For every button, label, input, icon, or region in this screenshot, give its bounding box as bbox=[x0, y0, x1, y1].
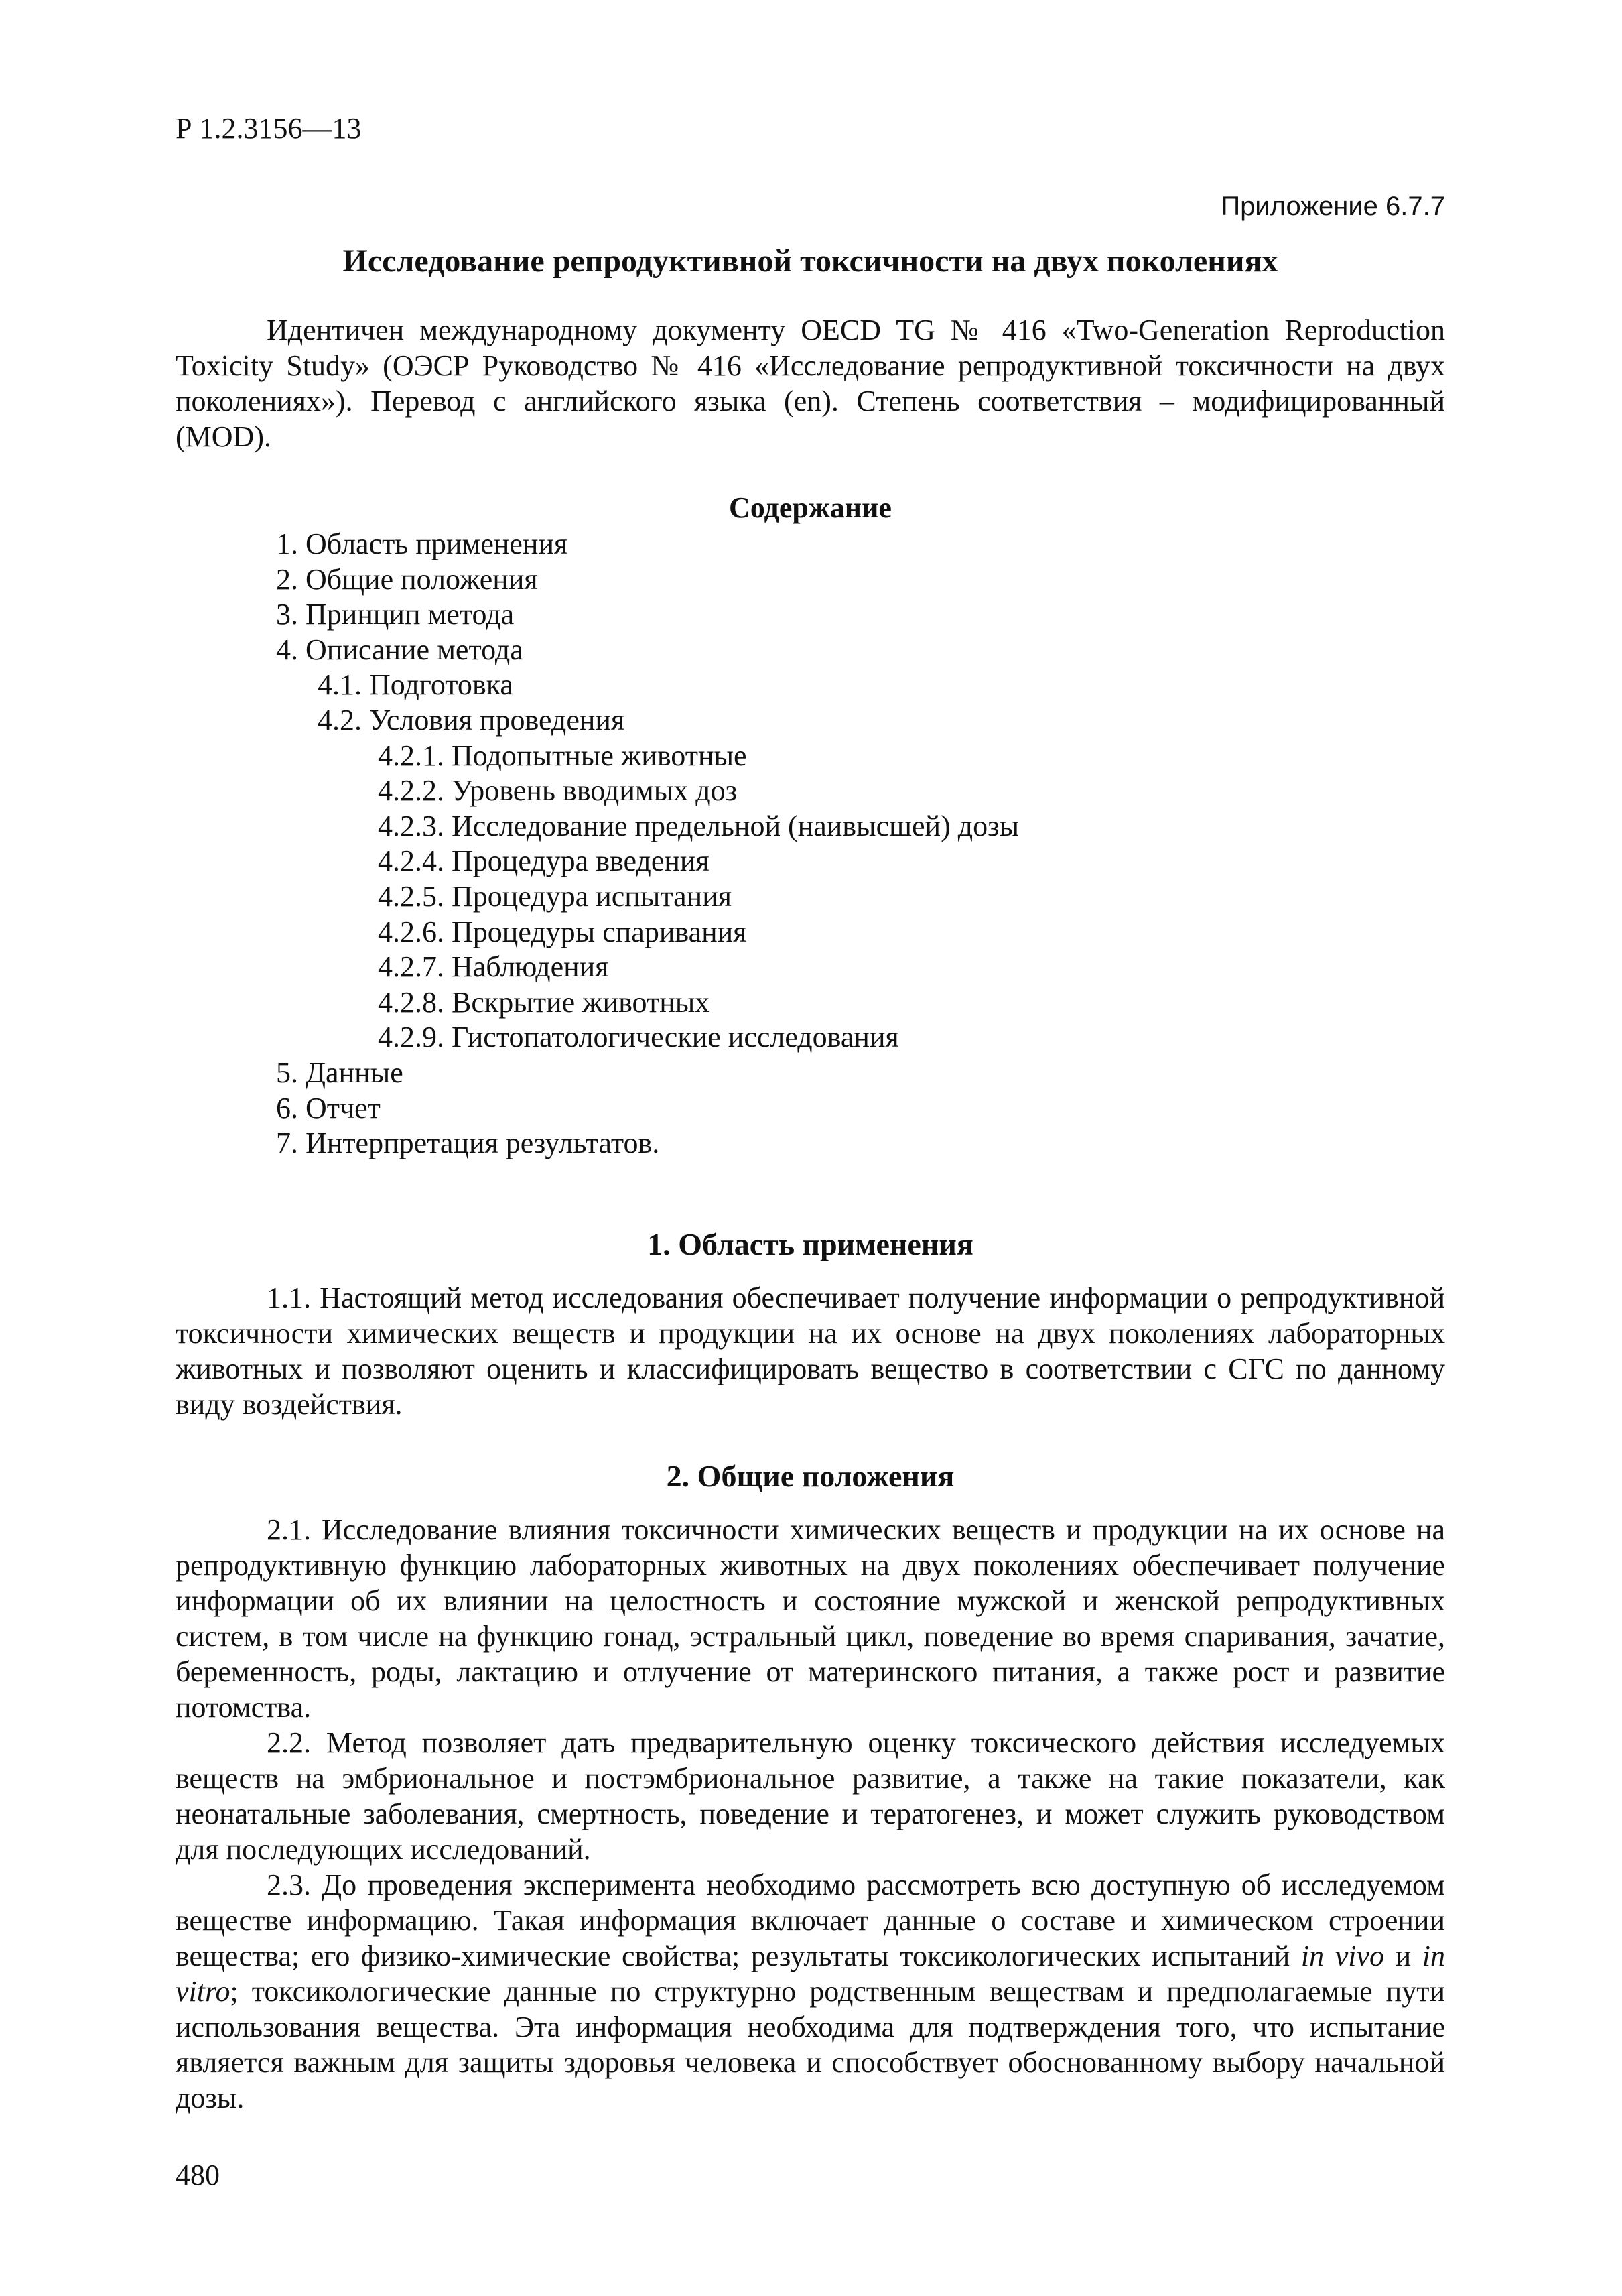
page-number: 480 bbox=[176, 2159, 220, 2191]
document-code: Р 1.2.3156—13 bbox=[176, 112, 362, 145]
appendix-label: Приложение 6.7.7 bbox=[1221, 192, 1445, 221]
paragraph-2-3-text-a: 2.3. До проведения эксперимента необходимо рассмотреть всю доступную об исследуемом веществе информацию. Такая информация включает данные о составе и химическом строении вещества; его физико-химические свойства; результаты токсикологических испытаний bbox=[176, 1868, 1445, 1972]
table-of-contents bbox=[276, 527, 1019, 1161]
in-vitro-term: in vitro bbox=[176, 1939, 1445, 2008]
intro-paragraph: Идентичен международному документу OECD TG № 416 «Two-Generation Reproduction Toxicity Study» (ОЭСР Руководство № 416 «Исследование репродуктивной токсичности на двух поколениях»). Перевод с английского языка (en). Степень соответствия – модифицированный (MOD). bbox=[176, 314, 1445, 453]
toc-item: 4.2.6. Процедуры спаривания bbox=[378, 915, 747, 948]
toc-item: 3. Принцип метода bbox=[276, 598, 515, 631]
conjunction-and: и bbox=[1395, 1939, 1412, 1972]
paragraph-2-3-text-b: ; токсикологические данные по структурно родственным веществам и предполагаемые пути использования вещества. Эта информация необходима для подтверждения того, что испытание является важным для защиты здоровья человека и способствует обоснованному выбору начальной дозы. bbox=[176, 1975, 1445, 2114]
section-1-heading: 1. Область применения bbox=[647, 1227, 973, 1261]
toc-item: 4.1. Подготовка bbox=[318, 668, 513, 702]
toc-item: 5. Данные bbox=[276, 1056, 403, 1089]
toc-item: 6. Отчет bbox=[276, 1091, 381, 1125]
toc-item: 4.2.9. Гистопатологические исследования bbox=[378, 1021, 899, 1054]
section-1-paragraph: 1.1. Настоящий метод исследования обеспечивает получение информации о репродуктивной токсичности химических веществ и продукции на их основе на двух поколениях лабораторных животных и позволяют оценить и классифицировать вещество в соответствии с СГС по данному виду воздействия. bbox=[176, 1281, 1445, 1421]
toc-item: 7. Интерпретация результатов. bbox=[276, 1127, 660, 1160]
section-2-body bbox=[176, 1512, 1445, 2116]
toc-item: 4.2.4. Процедура введения bbox=[378, 844, 709, 878]
toc-item: 1. Область применения bbox=[276, 527, 568, 560]
paragraph-2-3 bbox=[176, 1867, 1445, 2116]
paragraph-2-1: 2.1. Исследование влияния токсичности химических веществ и продукции на их основе на репродуктивную функцию лабораторных животных на двух поколениях обеспечивает получение информации об их влиянии на целостность и состояние мужской и женской репродуктивных систем, в том числе на функцию гонад, эстральный цикл, поведение во время спаривания, зачатие, беременность, роды, лактацию и отлучение от материнского питания, а также рост и развитие потомства. bbox=[176, 1513, 1445, 1724]
toc-item: 4.2.1. Подопытные животные bbox=[378, 739, 747, 772]
toc-item: 4.2.7. Наблюдения bbox=[378, 950, 609, 984]
toc-item: 2. Общие положения bbox=[276, 562, 538, 596]
toc-item: 4. Описание метода bbox=[276, 633, 523, 666]
in-vivo-term: in vivo bbox=[1300, 1939, 1385, 1972]
toc-item: 4.2.8. Вскрытие животных bbox=[378, 985, 710, 1019]
section-2-heading: 2. Общие положения bbox=[666, 1459, 955, 1493]
toc-item: 4.2.2. Уровень вводимых доз bbox=[378, 774, 738, 808]
toc-item: 4.2.3. Исследование предельной (наивысшей) дозы bbox=[378, 809, 1020, 842]
paragraph-2-2: 2.2. Метод позволяет дать предварительную оценку токсического действия исследуемых веществ на эмбриональное и постэмбриональное развитие, а также на такие показатели, как неонатальные заболевания, смертность, поведение и тератогенез, и может служить руководством для последующих исследований. bbox=[176, 1726, 1445, 1866]
toc-title: Содержание bbox=[729, 491, 892, 524]
toc-item: 4.2.5. Процедура испытания bbox=[378, 879, 732, 913]
toc-item: 4.2. Условия проведения bbox=[318, 703, 625, 737]
document-title: Исследование репродуктивной токсичности на двух поколениях bbox=[342, 243, 1278, 279]
